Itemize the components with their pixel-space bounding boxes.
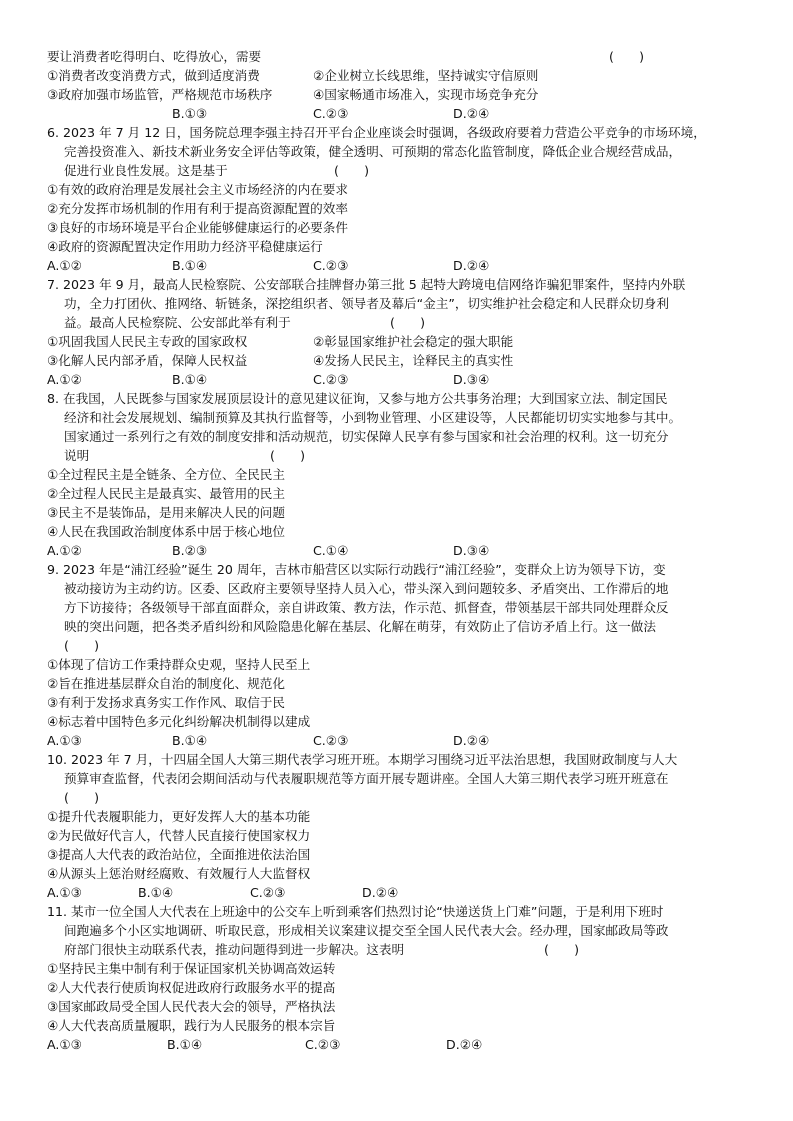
q9-item-3: ③有利于发扬求真务实工作作风、取信于民 bbox=[47, 695, 285, 710]
q6-stem-line-3: 促进行业良性发展。这是基于 bbox=[64, 163, 228, 178]
q9-item-1: ①体现了信访工作秉持群众史观，坚持人民至上 bbox=[47, 657, 311, 672]
q11-choice-a: A.①③ bbox=[47, 1037, 82, 1052]
q5-item-2: ②企业树立长线思维，坚持诚实守信原则 bbox=[313, 68, 539, 83]
q7-stem-line-2: 功，全力打团伙、推网络、斩链条，深挖组织者、领导者及幕后“金主”，切实维护社会稳定和人民群众切身利 bbox=[64, 296, 669, 311]
q5-item-4: ④国家畅通市场准入，实现市场竞争充分 bbox=[313, 87, 539, 102]
q6-choice-b: B.①④ bbox=[172, 258, 208, 273]
q6-choice-d: D.②④ bbox=[453, 258, 490, 273]
q6-stem-line-2: 完善投资准入、新技术新业务安全评估等政策，健全透明、可预期的常态化监管制度，降低企业合规经营成品， bbox=[64, 144, 682, 159]
q6-choice-c: C.②③ bbox=[313, 258, 349, 273]
q11-stem-line-2: 间跑遍多个小区实地调研、听取民意，形成相关议案建议提交至全国人民代表大会。经办理，国家邮政局等政 bbox=[64, 923, 669, 938]
q11-item-2: ②人大代表行使质询权促进政府行政服务水平的提高 bbox=[47, 980, 336, 995]
q7-choice-c: C.②③ bbox=[313, 372, 349, 387]
q6-item-2: ②充分发挥市场机制的作用有利于提高资源配置的效率 bbox=[47, 201, 348, 216]
q7-item-1: ①巩固我国人民民主专政的国家政权 bbox=[47, 334, 248, 349]
q5-item-1: ①消费者改变消费方式，做到适度消费 bbox=[47, 68, 260, 83]
q5-choice-d: D.②④ bbox=[453, 106, 490, 121]
q8-stem-line-3: 国家通过一系列行之有效的制度安排和活动规范，切实保障人民享有参与国家和社会治理的权利。这一切充分 bbox=[64, 429, 669, 444]
q7-answer-paren: ( ) bbox=[390, 315, 426, 330]
q7-item-4: ④发扬人民民主，诠释民主的真实性 bbox=[313, 353, 514, 368]
q8-choice-c: C.①④ bbox=[313, 543, 349, 558]
q10-answer-paren: ( ) bbox=[64, 790, 100, 805]
q8-item-2: ②全过程人民民主是最真实、最管用的民主 bbox=[47, 486, 285, 501]
q9-stem-line-1: 9. 2023 年是“浦江经验”诞生 20 周年，吉林市船营区以实际行动践行“浦江经验”，变群众上访为领导下访，变 bbox=[47, 562, 666, 577]
q7-item-2: ②彰显国家维护社会稳定的强大职能 bbox=[313, 334, 514, 349]
q11-choice-c: C.②③ bbox=[305, 1037, 341, 1052]
q5-choice-b: B.①③ bbox=[172, 106, 208, 121]
q9-choice-c: C.②③ bbox=[313, 733, 349, 748]
q8-item-3: ③民主不是装饰品，是用来解决人民的问题 bbox=[47, 505, 285, 520]
q9-answer-paren: ( ) bbox=[64, 638, 100, 653]
q9-stem-line-4: 映的突出问题，把各类矛盾纠纷和风险隐患化解在基层、化解在萌芽，有效防止了信访矛盾上行。这一做法 bbox=[64, 619, 656, 634]
q7-choice-b: B.①④ bbox=[172, 372, 208, 387]
q9-item-4: ④标志着中国特色多元化纠纷解决机制得以建成 bbox=[47, 714, 311, 729]
q9-choice-d: D.②④ bbox=[453, 733, 490, 748]
q7-choice-d: D.③④ bbox=[453, 372, 490, 387]
q10-stem-line-2: 预算审查监督，代表闭会期间活动与代表履职规范等方面开展专题讲座。全国人大第三期代表学习班开班意在 bbox=[64, 771, 669, 786]
q11-stem-line-3: 府部门很快主动联系代表，推动问题得到进一步解决。这表明 bbox=[64, 942, 405, 957]
q5-answer-paren: ( ) bbox=[609, 49, 645, 64]
q11-item-4: ④人大代表高质量履职，践行为人民服务的根本宗旨 bbox=[47, 1018, 336, 1033]
q6-item-1: ①有效的政府治理是发展社会主义市场经济的内在要求 bbox=[47, 182, 348, 197]
q7-stem-line-1: 7. 2023 年 9 月，最高人民检察院、公安部联合挂牌督办第三批 5 起特大跨境电信网络诈骗犯罪案件，坚持内外联 bbox=[47, 277, 686, 292]
q6-choice-a: A.①② bbox=[47, 258, 82, 273]
q7-stem-line-3: 益。最高人民检察院、公安部此举有利于 bbox=[64, 315, 291, 330]
q11-choice-b: B.①④ bbox=[167, 1037, 203, 1052]
q5-item-3: ③政府加强市场监管，严格规范市场秩序 bbox=[47, 87, 273, 102]
q11-item-1: ①坚持民主集中制有利于保证国家机关协调高效运转 bbox=[47, 961, 336, 976]
q5-stem: 要让消费者吃得明白、吃得放心，需要 bbox=[47, 49, 262, 64]
q11-answer-paren: ( ) bbox=[544, 942, 580, 957]
q10-choice-b: B.①④ bbox=[138, 885, 174, 900]
q6-answer-paren: ( ) bbox=[334, 163, 370, 178]
q11-item-3: ③国家邮政局受全国人民代表大会的领导，严格执法 bbox=[47, 999, 336, 1014]
q10-stem-line-1: 10. 2023 年 7 月，十四届全国人大第三期代表学习班开班。本期学习围绕习近平法治思想，我国财政制度与人大 bbox=[47, 752, 678, 767]
q11-stem-line-1: 11. 某市一位全国人大代表在上班途中的公交车上听到乘客们热烈讨论“快递送货上门难”问题，于是利用下班时 bbox=[47, 904, 664, 919]
q8-stem-line-4: 说明 bbox=[64, 448, 90, 463]
q8-item-4: ④人民在我国政治制度体系中居于核心地位 bbox=[47, 524, 285, 539]
q5-choice-c: C.②③ bbox=[313, 106, 349, 121]
q9-choice-b: B.①④ bbox=[172, 733, 208, 748]
q8-choice-d: D.③④ bbox=[453, 543, 490, 558]
q10-choice-c: C.②③ bbox=[250, 885, 286, 900]
q8-choice-b: B.②③ bbox=[172, 543, 208, 558]
q6-stem-line-1: 6. 2023 年 7 月 12 日，国务院总理李强主持召开平台企业座谈会时强调，各级政府要着力营造公平竞争的市场环境， bbox=[47, 125, 706, 140]
q6-item-4: ④政府的资源配置决定作用助力经济平稳健康运行 bbox=[47, 239, 323, 254]
q10-item-1: ①提升代表履职能力，更好发挥人大的基本功能 bbox=[47, 809, 311, 824]
q10-item-3: ③提高人大代表的政治站位，全面推进依法治国 bbox=[47, 847, 311, 862]
q8-item-1: ①全过程民主是全链条、全方位、全民民主 bbox=[47, 467, 285, 482]
q7-choice-a: A.①② bbox=[47, 372, 82, 387]
q11-choice-d: D.②④ bbox=[446, 1037, 483, 1052]
q10-choice-a: A.①③ bbox=[47, 885, 82, 900]
q7-item-3: ③化解人民内部矛盾，保障人民权益 bbox=[47, 353, 248, 368]
q6-item-3: ③良好的市场环境是平台企业能够健康运行的必要条件 bbox=[47, 220, 348, 235]
q9-item-2: ②旨在推进基层群众自治的制度化、规范化 bbox=[47, 676, 285, 691]
q8-choice-a: A.①② bbox=[47, 543, 82, 558]
q10-choice-d: D.②④ bbox=[362, 885, 399, 900]
q9-choice-a: A.①③ bbox=[47, 733, 82, 748]
q8-stem-line-2: 经济和社会发展规划、编制预算及其执行监督等，小到物业管理、小区建设等，人民都能切切实实地参与其中。 bbox=[64, 410, 682, 425]
q10-item-2: ②为民做好代言人，代替人民直接行使国家权力 bbox=[47, 828, 311, 843]
q10-item-4: ④从源头上惩治财经腐败、有效履行人大监督权 bbox=[47, 866, 311, 881]
q9-stem-line-3: 方下访接待；各级领导干部直面群众，亲自讲政策、教方法，作示范、抓督查，带领基层干部共同处理群众反 bbox=[64, 600, 669, 615]
q8-answer-paren: ( ) bbox=[270, 448, 306, 463]
q8-stem-line-1: 8. 在我国，人民既参与国家发展顶层设计的意见建议征询，又参与地方公共事务治理；大到国家立法、制定国民 bbox=[47, 391, 668, 406]
q9-stem-line-2: 被动接访为主动约访。区委、区政府主要领导坚持人员入心，带头深入到问题较多、矛盾突出、工作滞后的地 bbox=[64, 581, 669, 596]
